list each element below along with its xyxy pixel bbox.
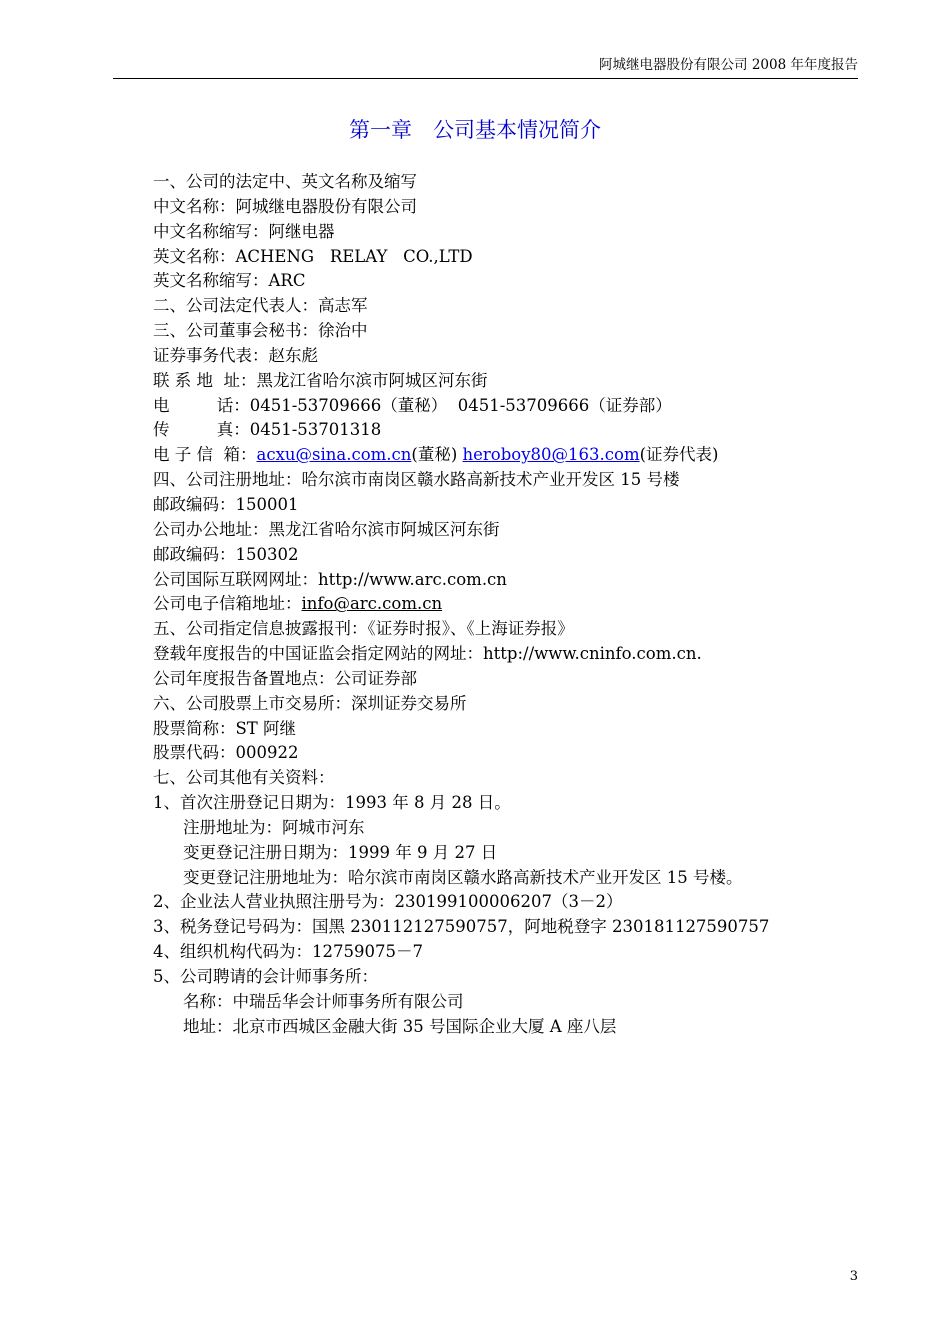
representative-email-note: (证券代表) xyxy=(639,445,719,465)
csrc-website: 登载年度报告的中国证监会指定网站的网址：http://www.cninfo.com.cn. xyxy=(153,644,702,664)
company-website: 公司国际互联网网址：http://www.arc.com.cn xyxy=(153,569,507,589)
secretary-email-note: (董秘) xyxy=(411,445,463,465)
report-location: 公司年度报告备置地点：公司证券部 xyxy=(153,668,417,688)
english-name: 英文名称：ACHENG RELAY CO.,LTD xyxy=(153,246,473,266)
page-number: 3 xyxy=(849,1269,858,1284)
chapter-title: 第一章 公司基本情况简介 xyxy=(349,118,601,142)
company-email-label: 公司电子信箱地址： xyxy=(153,594,302,614)
chinese-name: 中文名称：阿城继电器股份有限公司 xyxy=(153,196,417,216)
english-abbreviation: 英文名称缩写：ARC xyxy=(153,271,306,291)
email-line xyxy=(153,443,853,468)
business-license-number: 2、企业法人营业执照注册号为：230199100006207（3－2） xyxy=(153,892,623,912)
accounting-firm-heading: 5、公司聘请的会计师事务所： xyxy=(153,967,378,986)
stock-code: 股票代码：000922 xyxy=(153,743,299,763)
tax-registration-number: 3、税务登记号码为：国黑 230112127590757，阿地税登字 230181127590757 xyxy=(153,917,770,937)
change-registration-date: 变更登记注册日期为：1999 年 9 月 27 日 xyxy=(183,842,498,862)
postal-code-2: 邮政编码：150302 xyxy=(153,544,299,564)
disclosure-newspapers: 五、公司指定信息披露报刊：《证券时报》、《上海证券报》 xyxy=(153,619,574,639)
registered-address: 四、公司注册地址：哈尔滨市南岗区赣水路高新技术产业开发区 15 号楼 xyxy=(153,470,680,490)
running-header: 阿城继电器股份有限公司 2008 年年度报告 xyxy=(113,58,858,79)
office-address: 公司办公地址：黑龙江省哈尔滨市阿城区河东街 xyxy=(153,519,500,539)
change-registration-address: 变更登记注册地址为：哈尔滨市南岗区赣水路高新技术产业开发区 15 号楼。 xyxy=(183,867,743,887)
contact-address: 联 系 地 址：黑龙江省哈尔滨市阿城区河东街 xyxy=(153,370,488,390)
section-heading-1: 一、公司的法定中、英文名称及缩写 xyxy=(153,172,417,191)
postal-code-1: 邮政编码：150001 xyxy=(153,494,299,514)
secretary-email-link[interactable]: acxu@sina.com.cn xyxy=(256,445,412,465)
email-label: 电 子 信 箱： xyxy=(153,445,257,465)
chinese-abbreviation: 中文名称缩写：阿继电器 xyxy=(153,221,335,241)
accounting-firm-address: 地址：北京市西城区金融大街 35 号国际企业大厦 A 座八层 xyxy=(183,1016,617,1036)
securities-representative: 证券事务代表：赵东彪 xyxy=(153,345,318,365)
representative-email-link[interactable]: heroboy80@163.com xyxy=(462,445,640,465)
organization-code: 4、组织机构代码为：12759075－7 xyxy=(153,942,423,962)
company-email-line xyxy=(153,592,853,617)
section-heading-7: 七、公司其他有关资料： xyxy=(153,768,335,788)
company-email-link[interactable]: info@arc.com.cn xyxy=(301,594,443,614)
accounting-firm-name: 名称：中瑞岳华会计师事务所有限公司 xyxy=(183,991,464,1011)
fax: 传 真：0451-53701318 xyxy=(153,420,382,440)
legal-representative: 二、公司法定代表人：高志军 xyxy=(153,296,368,316)
telephone: 电 话：0451-53709666（董秘） 0451-53709666（证券部） xyxy=(153,395,672,415)
stock-exchange: 六、公司股票上市交易所：深圳证券交易所 xyxy=(153,693,467,713)
stock-abbreviation: 股票简称：ST 阿继 xyxy=(153,718,297,738)
company-profile-body xyxy=(153,170,853,1040)
board-secretary: 三、公司董事会秘书：徐治中 xyxy=(153,321,368,341)
first-registration-date: 1、首次注册登记日期为：1993 年 8 月 28 日。 xyxy=(153,793,511,813)
first-registration-address: 注册地址为：阿城市河东 xyxy=(183,817,365,837)
